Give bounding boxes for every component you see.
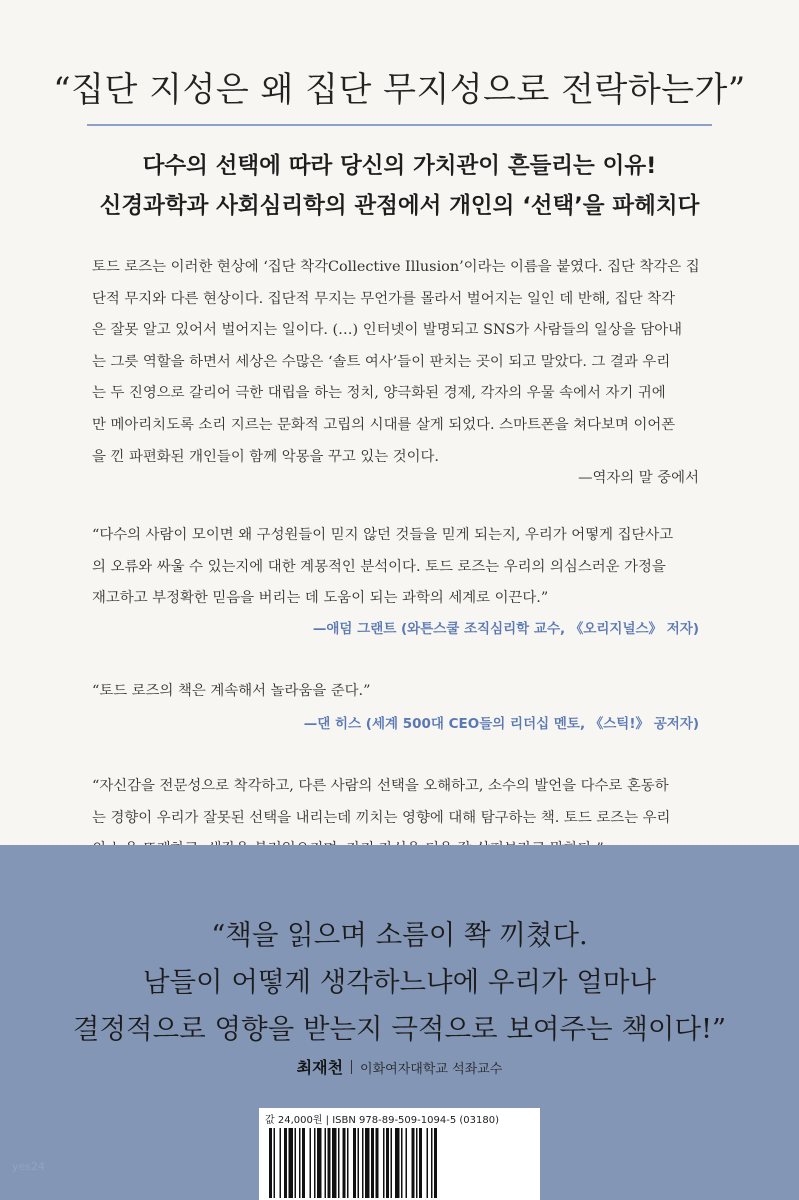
barcode-bar — [332, 1128, 337, 1198]
text-line: 토드 로즈는 이러한 현상에 ‘집단 착각Collective Illusion’이라는 이름을 붙였다. 집단 착각은 집 — [92, 259, 700, 275]
blurb-line: 결정적으로 영향을 받는지 극적으로 보여주는 책이다!” — [72, 1013, 727, 1045]
barcode-bar — [434, 1128, 437, 1198]
barcode-bar — [395, 1128, 400, 1198]
translator-note-source: —역자의 말 중에서 — [578, 470, 699, 486]
barcode-bar — [419, 1128, 422, 1198]
barcode-bar — [353, 1128, 356, 1198]
watermark: yes24 — [12, 1160, 46, 1173]
barcode-bar — [416, 1128, 418, 1198]
barcode-bar — [412, 1128, 415, 1198]
endorsement-quote — [92, 676, 708, 708]
barcode-bar — [299, 1128, 301, 1198]
barcode-bar — [347, 1128, 349, 1198]
barcode-bar — [406, 1128, 408, 1198]
text-line: “자신감을 전문성으로 착각하고, 다른 사람의 선택을 오해하고, 소수의 발언을 다수로 혼동하 — [92, 778, 669, 794]
recommender-title: 이화여자대학교 석좌교수 — [360, 1062, 503, 1077]
barcode-bar — [325, 1128, 327, 1198]
barcode-bar — [343, 1128, 346, 1198]
endorsement-attribution: —애덤 그랜트 (와튼스쿨 조직심리학 교수, 《오리지널스》 저자) — [312, 621, 699, 637]
barcode-bar — [376, 1128, 379, 1198]
price-isbn: 값 24,000원 | ISBN 978-89-509-1094-5 (03180) — [265, 1115, 499, 1126]
barcode-bar — [401, 1128, 403, 1198]
text-line: 는 두 진영으로 갈리어 극한 대립을 하는 정치, 양극화된 경제, 각자의 우물 속에서 자기 귀에 — [92, 385, 666, 402]
blurb-line: “책을 읽으며 소름이 쫙 끼쳤다. — [211, 919, 588, 951]
endorsement-quote — [92, 520, 708, 615]
barcode-bar — [431, 1128, 433, 1198]
barcode-area — [259, 1108, 540, 1200]
barcode-bar — [386, 1128, 389, 1198]
text-line: “다수의 사람이 모이면 왜 구성원들이 믿지 않던 것들을 믿게 되는지, 우리가 어떻게 집단사고 — [92, 527, 674, 543]
barcode-bar — [328, 1128, 331, 1198]
text-line: 만 메아리치도록 소리 지르는 문화적 고립의 시대를 살게 되었다. 스마트폰을 쳐다보며 이어폰 — [92, 416, 676, 433]
recommender-name: 최재천 — [296, 1058, 344, 1077]
barcode-bar — [358, 1128, 360, 1198]
barcode-bar — [362, 1128, 364, 1198]
divider-rule — [87, 124, 712, 126]
text-line: 는 그릇 역할을 하면서 세상은 수많은 ‘솔트 여사’들이 판치는 곳이 되고 말았다. 그 결과 우리 — [92, 353, 671, 370]
headline: “집단 지성은 왜 집단 무지성으로 전락하는가” — [53, 70, 746, 110]
barcode-bar — [289, 1128, 294, 1198]
barcode-bar — [427, 1128, 429, 1198]
barcode-bar — [269, 1128, 272, 1198]
barcode-bar — [274, 1128, 276, 1198]
translator-note — [92, 252, 708, 473]
barcode-graphic — [267, 1128, 533, 1198]
barcode-bar — [365, 1128, 370, 1198]
barcode-bar — [314, 1128, 316, 1198]
barcode-bar — [371, 1128, 374, 1198]
text-line: 의 오류와 싸울 수 있는지에 대한 계몽적인 분석이다. 토드 로즈는 우리의 의심스러운 가정을 — [92, 558, 666, 575]
barcode-bar — [310, 1128, 312, 1198]
text-line: 은 잘못 알고 있어서 벌어지는 일이다. (…) 인터넷이 발명되고 SNS가 사람들의 일상을 담아내 — [92, 322, 683, 339]
barcode-bar — [391, 1128, 393, 1198]
subheadline — [0, 146, 799, 226]
barcode-bar — [280, 1128, 282, 1198]
text-line: 단적 무지와 다른 현상이다. 집단적 무지는 무언가를 몰라서 벌어지는 일인 데 반해, 집단 착각 — [92, 290, 675, 307]
endorsement-attribution: —댄 히스 (세계 500대 CEO들의 리더십 멘토, 《스틱!》 공저자) — [303, 716, 699, 732]
text-line: 는 경향이 우리가 잘못된 선택을 내리는데 끼치는 영향에 대해 탐구하는 책. 토드 로즈는 우리 — [92, 809, 671, 826]
text-line: 재고하고 부정확한 믿음을 버리는 데 도움이 되는 과학의 세계로 이끈다.” — [92, 590, 549, 607]
recommender — [0, 1055, 799, 1078]
barcode-bar — [338, 1128, 340, 1198]
barcode-bar — [284, 1128, 287, 1198]
subhead-line: 다수의 선택에 따라 당신의 가치관이 흔들리는 이유! — [142, 153, 657, 179]
text-line: “토드 로즈의 책은 계속해서 놀라움을 준다.” — [92, 683, 371, 699]
text-line: 을 낀 파편화된 개인들이 함께 악몽을 꾸고 있는 것이다. — [92, 448, 440, 465]
subhead-line: 신경과학과 사회심리학의 관점에서 개인의 ‘선택’을 파헤치다 — [99, 193, 700, 219]
barcode-bar — [317, 1128, 322, 1198]
blurb-line: 남들이 어떻게 생각하느냐에 우리가 얼마나 — [142, 966, 657, 998]
separator — [351, 1060, 352, 1074]
featured-blurb — [0, 912, 799, 1053]
barcode-bar — [302, 1128, 305, 1198]
barcode-bar — [383, 1128, 385, 1198]
barcode-bar — [295, 1128, 297, 1198]
